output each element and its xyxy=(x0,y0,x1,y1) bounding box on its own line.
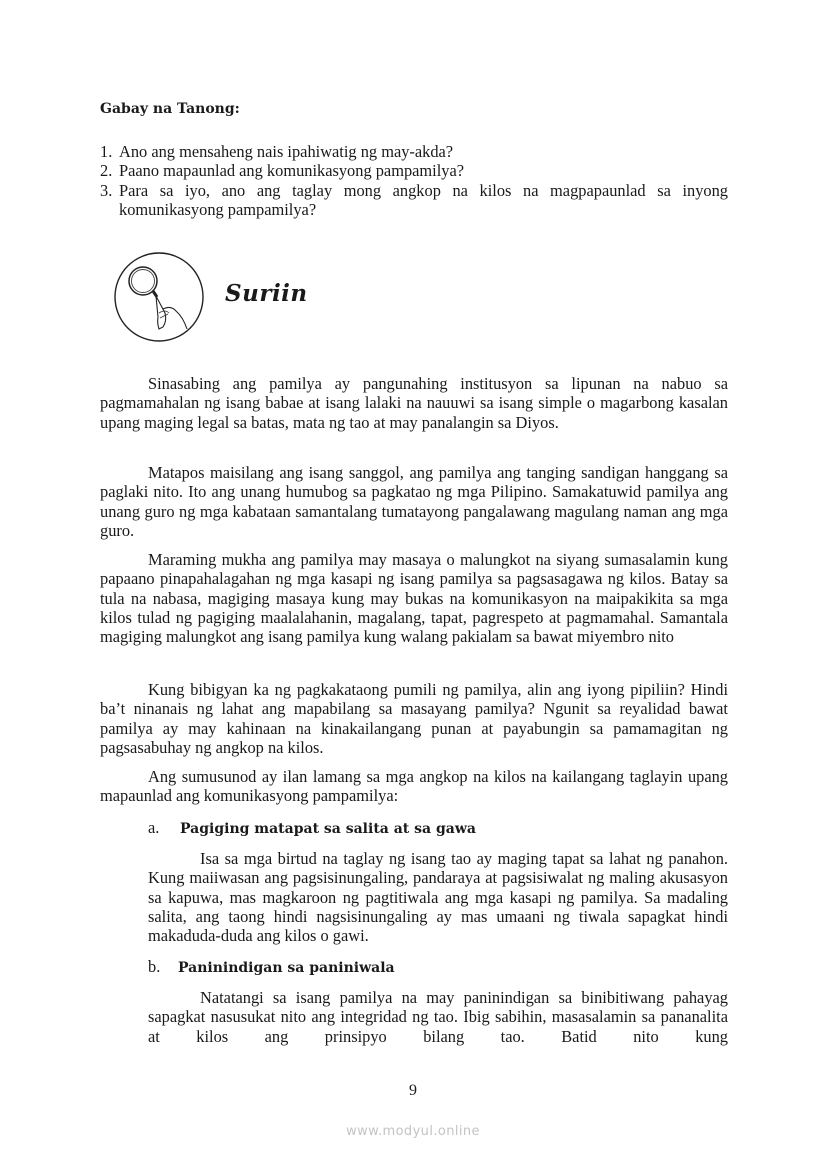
guide-question xyxy=(100,161,728,180)
item-heading-text: Paninindigan sa paniniwala xyxy=(178,960,395,976)
question-text: Para sa iyo, ano ang taglay mong angkop na kilos na magpapaunlad sa inyong komunikasyong pampamilya? xyxy=(119,180,728,219)
question-number: 3. xyxy=(100,180,113,200)
guide-question xyxy=(100,142,728,161)
item-body xyxy=(148,988,728,1046)
guide-questions-list xyxy=(100,142,728,219)
paragraph xyxy=(100,680,728,757)
section-title: Suriin xyxy=(225,280,308,307)
item-body-text: Natatangi sa isang pamilya na may paninindigan sa binibitiwang pahayag sapagkat nasusukat nito ang integridad ng tao. Ibig sabihin, masasalamin sa pananalita at kilos ang prinsipyo bilang tao. Batid nito kung xyxy=(148,988,728,1046)
page-number: 9 xyxy=(409,1082,417,1099)
item-letter: a. xyxy=(148,818,160,837)
question-text: Ano ang mensaheng nais ipahiwatig ng may-akda? xyxy=(119,142,454,161)
guide-question xyxy=(100,181,728,220)
paragraph xyxy=(100,374,728,432)
item-body xyxy=(148,849,728,945)
paragraph xyxy=(100,767,728,806)
watermark: www.modyul.online xyxy=(346,1124,480,1139)
item-heading-text: Pagiging matapat sa salita at sa gawa xyxy=(180,821,476,837)
magnifying-glass-icon xyxy=(113,251,205,343)
paragraph-text: Kung bibigyan ka ng pagkakataong pumili ng pamilya, alin ang iyong pipiliin? Hindi ba’t ninanais ng lahat ang mapabilang sa masayang pamilya? Ngunit sa reyalidad bawat pamilya ay may kahinaan na kinakailangang punan at payabungin sa pamamagitan ng pagsasabuhay ng angkop na kilos. xyxy=(100,680,728,757)
item-body-text: Isa sa mga birtud na taglay ng isang tao ay maging tapat sa lahat ng panahon. Kung maiiwasan ang pagsisinungaling, pandaraya at pagsisiwalat ng maling akusasyon sa kapuwa, mas magkaroon ng pagtitiwala ang mga kasapi ng pamilya. Sa madaling salita, ang taong hindi nagsisinungaling ay mas umaani ng tiwala sapagkat hindi makaduda-duda ang kilos o gawi. xyxy=(148,849,728,946)
item-heading xyxy=(148,818,476,838)
question-number: 1. xyxy=(100,142,113,161)
question-number: 2. xyxy=(100,161,113,181)
paragraph-text: Sinasabing ang pamilya ay pangunahing institusyon sa lipunan na nabuo sa pagmamahalan ng isang babae at isang lalaki na nauuwi sa isang simple o magarbong kasalan upang maging legal sa batas, mata ng tao at may panalangin sa Diyos. xyxy=(100,374,728,432)
paragraph-text: Maraming mukha ang pamilya may masaya o malungkot na siyang sumasalamin kung papaano pinapahalagahan ng mga kasapi ng isang pamilya sa pagsasagawa ng kilos. Batay sa tula na nabasa, magiging masaya kung may bukas na komunikasyon na maipakikita sa mga kilos tulad ng pagiging maalalahanin, magalang, tapat, pagrespeto at pagmamahal. Samantala magiging malungkot ang isang pamilya kung walang pakialam sa bawat miyembro nito xyxy=(100,550,728,647)
question-text: Paano mapaunlad ang komunikasyong pampamilya? xyxy=(119,161,465,181)
paragraph-text: Matapos maisilang ang isang sanggol, ang pamilya ang tanging sandigan hanggang sa paglaki nito. Ito ang unang humubog sa pagkatao ng mga Pilipino. Samakatuwid pamilya ang unang guro ng mga kabataan samantalang tumatayong pangalawang magulang naman ang mga guro. xyxy=(100,463,728,540)
item-heading xyxy=(148,957,395,977)
guide-questions-title: Gabay na Tanong: xyxy=(100,101,240,117)
paragraph xyxy=(100,463,728,540)
paragraph xyxy=(100,550,728,646)
item-letter: b. xyxy=(148,957,161,976)
paragraph-text: Ang sumusunod ay ilan lamang sa mga angkop na kilos na kailangang taglayin upang mapaunlad ang komunikasyong pampamilya: xyxy=(100,767,728,806)
